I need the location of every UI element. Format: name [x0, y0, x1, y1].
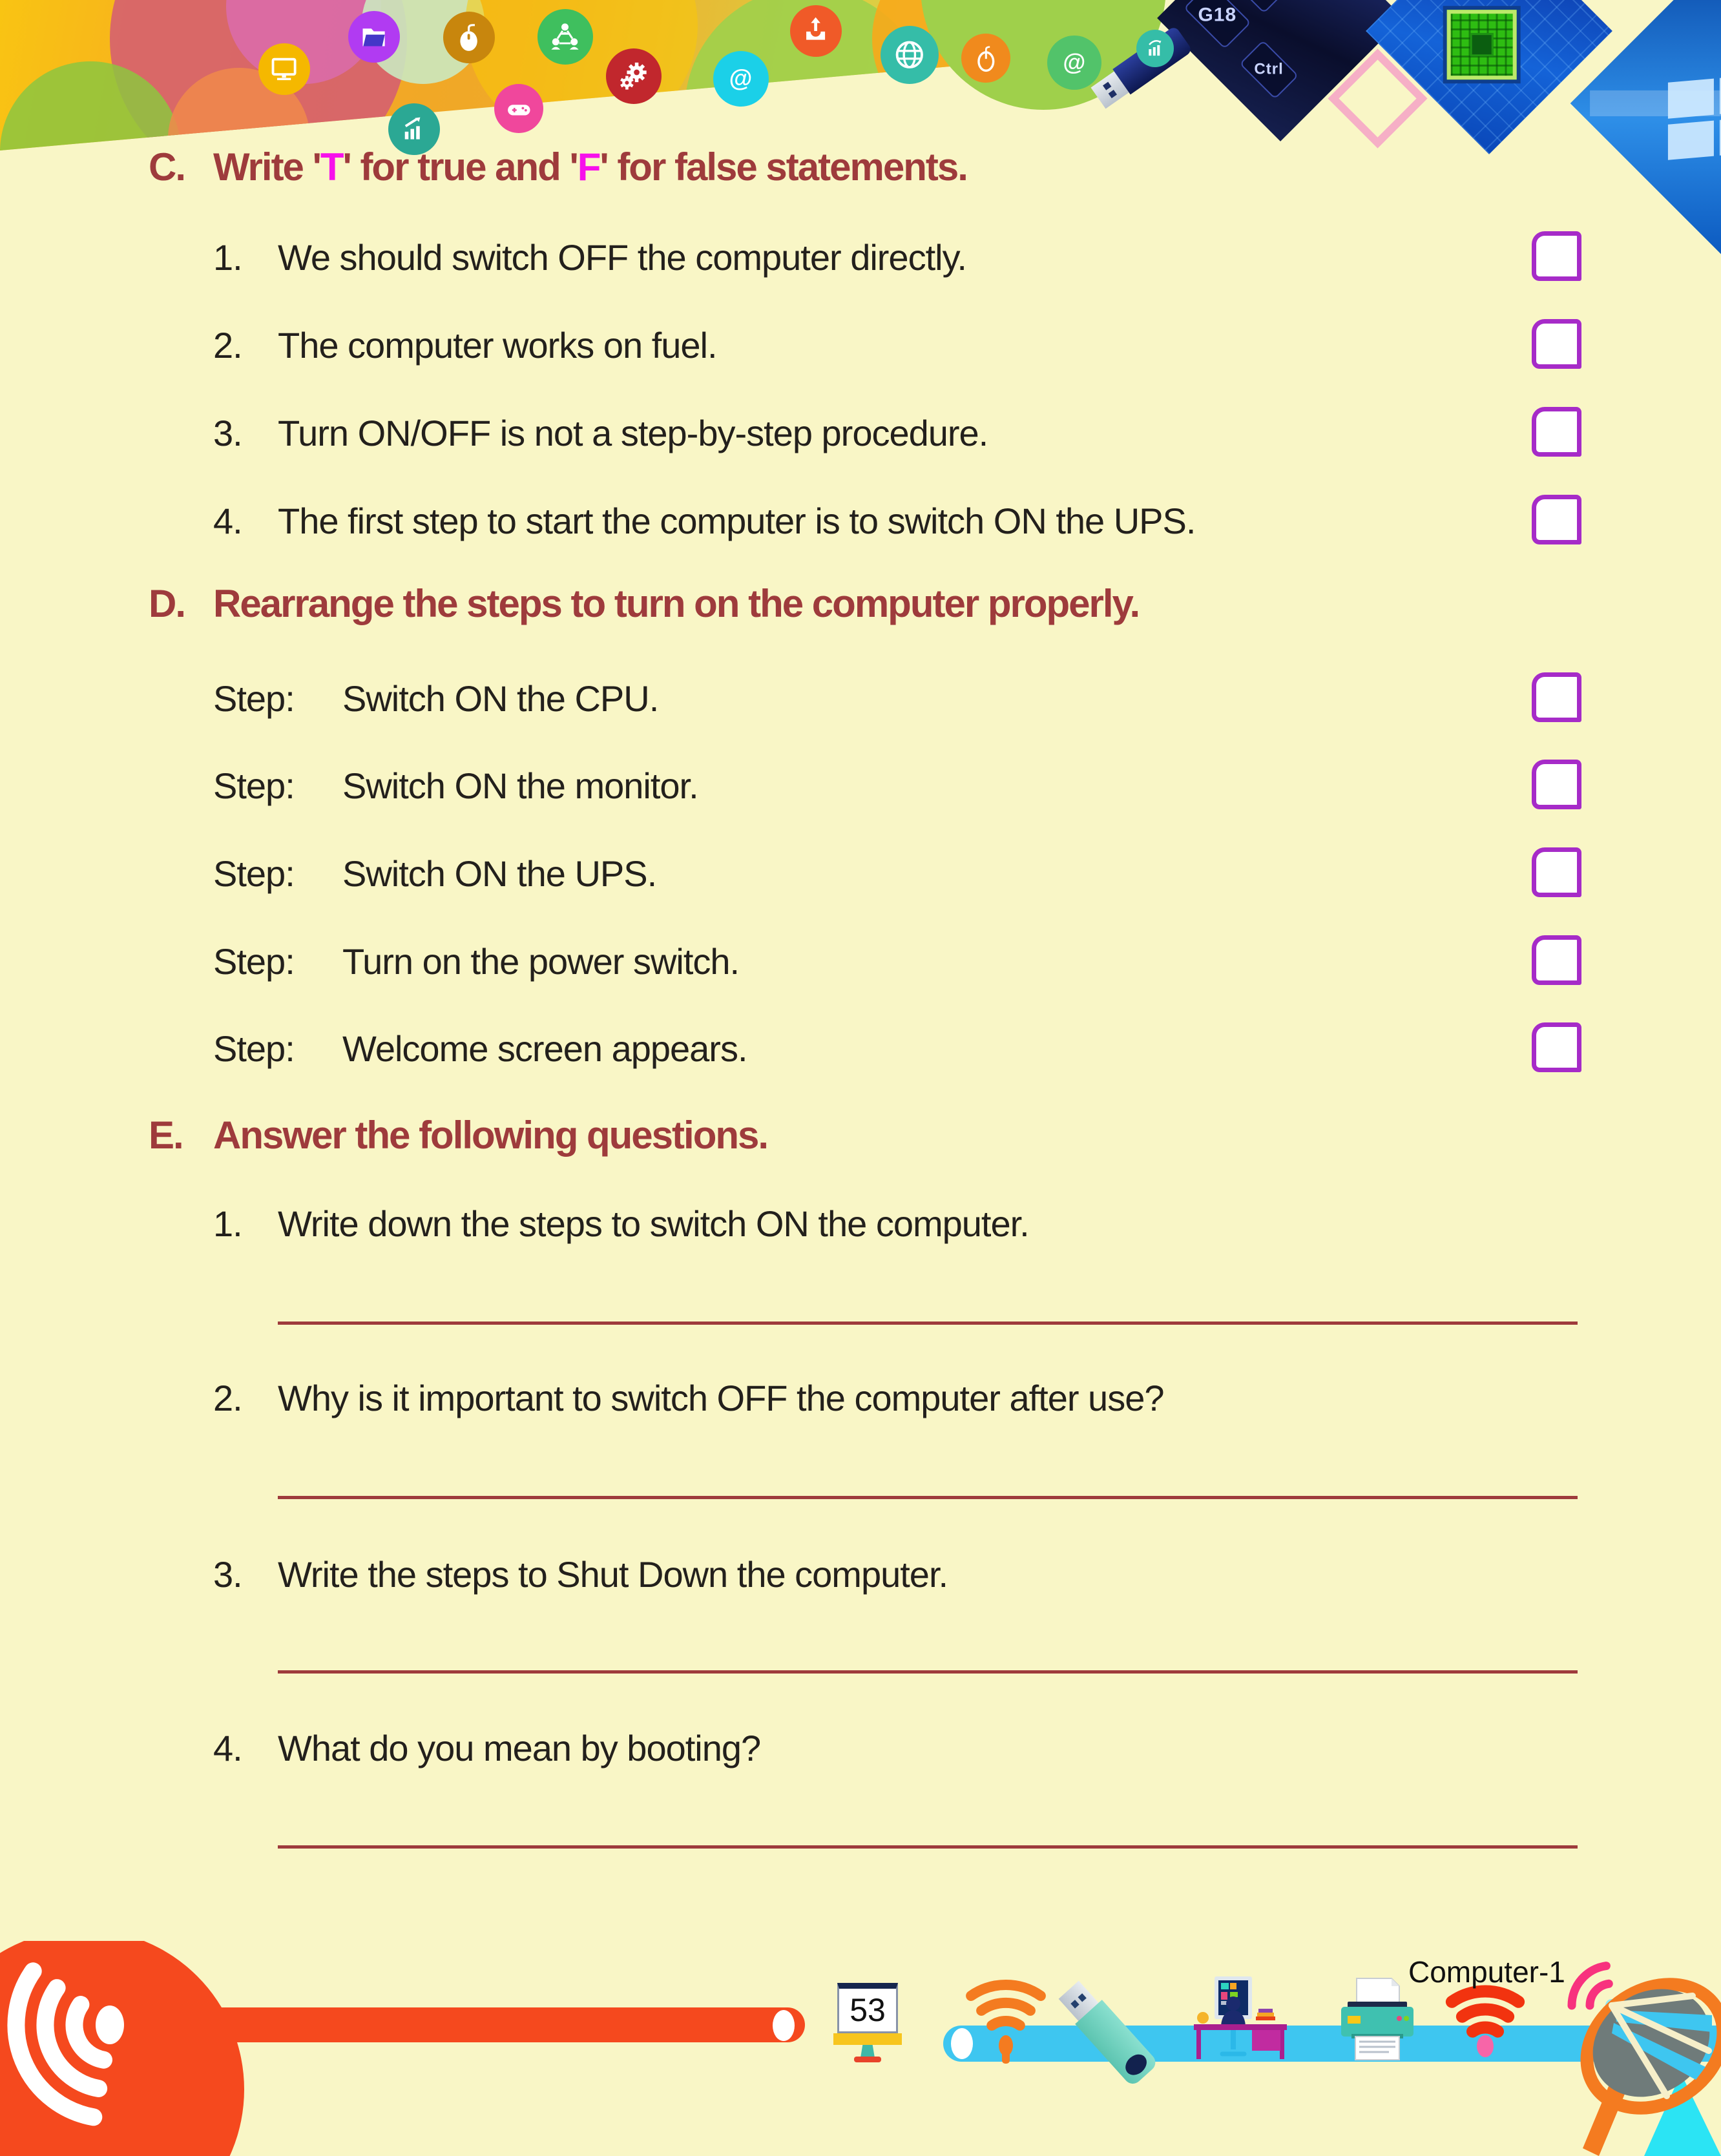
mouse-icon-2: [961, 34, 1010, 83]
svg-text:@: @: [729, 65, 753, 92]
satellite-dish-icon: [1512, 1976, 1721, 2156]
step-item-4: Step: Turn on the power switch.: [213, 941, 740, 982]
network-icon: [537, 9, 593, 65]
question-item-4: 4. What do you mean by booting?: [213, 1728, 761, 1768]
question-item-1: 1. Write down the steps to switch ON the computer.: [213, 1203, 1029, 1244]
section-c-title: Write 'T' for true and 'F' for false statements.: [213, 145, 967, 189]
page-number-sign-base: [833, 2033, 902, 2045]
step-item-1: Step: Switch ON the CPU.: [213, 678, 659, 719]
at-sign-icon-2: [1047, 36, 1101, 90]
step-checkbox-4[interactable]: [1532, 935, 1581, 985]
question-item-3: 3. Write the steps to Shut Down the computer.: [213, 1554, 948, 1595]
true-false-checkbox-3[interactable]: [1532, 407, 1581, 457]
section-e-heading: [149, 1112, 767, 1159]
chip-core: [1470, 33, 1494, 56]
statement-item-2: 2. The computer works on fuel.: [213, 325, 717, 366]
step-item-3: Step: Switch ON the UPS.: [213, 853, 657, 894]
footer-red-bar: [149, 2007, 805, 2042]
section-d-heading: [149, 580, 1139, 628]
true-letter: T: [320, 145, 343, 189]
keyboard-key-label: G18: [1198, 4, 1237, 26]
globe-icon: [881, 26, 939, 84]
statement-item-1: 1. We should switch OFF the computer directly.: [213, 237, 966, 278]
section-e-letter: E.: [149, 1114, 183, 1157]
section-d-title: Rearrange the steps to turn on the computer properly.: [213, 582, 1140, 625]
step-checkbox-3[interactable]: [1532, 847, 1581, 897]
true-false-checkbox-1[interactable]: [1532, 231, 1581, 281]
gamepad-icon: [494, 84, 543, 133]
monitor-icon: [258, 43, 310, 95]
answer-line-3[interactable]: [278, 1670, 1578, 1674]
step-item-2: Step: Switch ON the monitor.: [213, 765, 698, 806]
mouse-icon: [443, 12, 495, 63]
section-c-heading: [149, 143, 967, 191]
question-item-2: 2. Why is it important to switch OFF the computer after use?: [213, 1378, 1164, 1418]
page-number: 53: [837, 1983, 898, 2033]
keyboard-key-label: Ctrl: [1254, 60, 1284, 78]
cpu-chip: [1447, 10, 1517, 79]
footer-brand: Computer-1: [1408, 1955, 1565, 1989]
folder-icon: [348, 11, 400, 63]
orange-wifi-antenna-icon: [966, 1973, 1056, 2064]
gears-icon: [606, 48, 662, 104]
answer-line-2[interactable]: [278, 1496, 1578, 1499]
answer-line-1[interactable]: [278, 1322, 1578, 1325]
section-c-letter: C.: [149, 145, 185, 189]
statement-item-3: 3. Turn ON/OFF is not a step-by-step procedure.: [213, 413, 988, 453]
false-letter: F: [577, 145, 600, 189]
red-bar-end-dot: [773, 2010, 795, 2041]
computer-desk-icon: [1189, 1970, 1292, 2062]
step-checkbox-1[interactable]: [1532, 672, 1581, 722]
page-number-sign-foot: [854, 2057, 881, 2062]
true-false-checkbox-2[interactable]: [1532, 319, 1581, 369]
statement-item-4: 4. The first step to start the computer is to switch ON the UPS.: [213, 501, 1196, 541]
step-checkbox-2[interactable]: [1532, 760, 1581, 809]
windows-logo: [1668, 74, 1721, 160]
page-number-sign-stem: [860, 2045, 875, 2058]
at-sign-icon: [713, 51, 769, 107]
step-checkbox-5[interactable]: [1532, 1022, 1581, 1072]
svg-text:@: @: [1063, 49, 1086, 76]
upload-icon: [790, 5, 842, 57]
bar-chart-icon-2: [1136, 30, 1174, 67]
red-wifi-blob: [0, 1941, 278, 2156]
section-d-letter: D.: [149, 582, 185, 625]
true-false-checkbox-4[interactable]: [1532, 495, 1581, 544]
step-item-5: Step: Welcome screen appears.: [213, 1028, 747, 1069]
answer-line-4[interactable]: [278, 1845, 1578, 1849]
section-e-title: Answer the following questions.: [213, 1114, 768, 1157]
